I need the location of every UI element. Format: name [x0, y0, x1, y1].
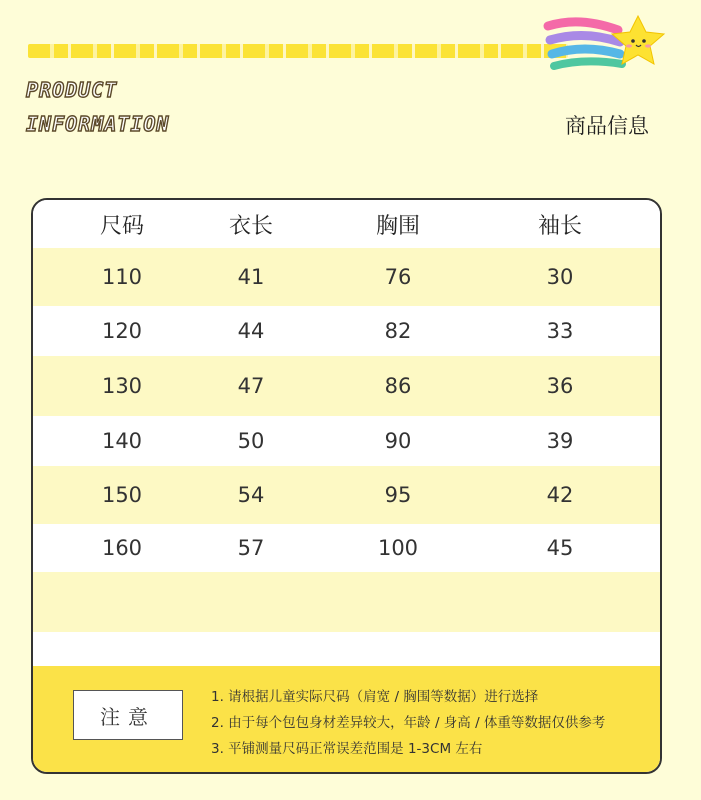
cell-length: 57 [237, 536, 265, 560]
cell-sleeve: 45 [546, 536, 574, 560]
title-en-line2: INFORMATION [26, 112, 170, 136]
note-lines [211, 684, 605, 762]
cell-chest: 86 [384, 374, 412, 398]
cell-length: 50 [237, 429, 265, 453]
cell-size: 150 [101, 483, 143, 507]
column-header-sleeve: 袖长 [537, 213, 583, 239]
cell-chest: 82 [384, 319, 412, 343]
column-header-chest: 胸围 [375, 213, 421, 239]
table-empty-row [33, 632, 660, 670]
table-row [33, 416, 660, 466]
cell-chest: 76 [384, 265, 412, 289]
size-table [31, 198, 662, 774]
cell-size: 110 [101, 265, 143, 289]
table-row [33, 306, 660, 356]
cell-length: 44 [237, 319, 265, 343]
cell-chest: 95 [384, 483, 412, 507]
page-title: 商品信息 [565, 114, 649, 138]
cell-sleeve: 36 [546, 374, 574, 398]
cell-length: 54 [237, 483, 265, 507]
cell-size: 140 [101, 429, 143, 453]
cell-length: 41 [237, 265, 265, 289]
table-empty-row [33, 572, 660, 632]
table-header-row [33, 200, 660, 248]
cell-size: 120 [101, 319, 143, 343]
table-row [33, 466, 660, 524]
note-line-3: 3. 平铺测量尺码正常误差范围是 1-3CM 左右 [211, 741, 483, 757]
column-header-size: 尺码 [99, 213, 145, 239]
cell-size: 160 [101, 536, 143, 560]
cell-sleeve: 33 [546, 319, 574, 343]
cell-sleeve: 30 [546, 265, 574, 289]
column-header-length: 衣长 [228, 213, 274, 239]
cell-chest: 100 [377, 536, 419, 560]
cell-sleeve: 39 [546, 429, 574, 453]
cell-sleeve: 42 [546, 483, 574, 507]
table-row [33, 356, 660, 416]
cell-size: 130 [101, 374, 143, 398]
note-label: 注意 [73, 690, 183, 740]
shooting-star-icon [540, 8, 680, 78]
table-row [33, 248, 660, 306]
decorative-stripe [28, 44, 568, 58]
note-line-2: 2. 由于每个包包身材差异较大，年龄 / 身高 / 体重等数据仅供参考 [211, 715, 606, 731]
cell-length: 47 [237, 374, 265, 398]
note-section [33, 666, 660, 772]
title-en-line1: PRODUCT [26, 78, 118, 102]
note-line-1: 1. 请根据儿童实际尺码（肩宽 / 胸围等数据）进行选择 [211, 689, 539, 705]
table-row [33, 524, 660, 572]
cell-chest: 90 [384, 429, 412, 453]
